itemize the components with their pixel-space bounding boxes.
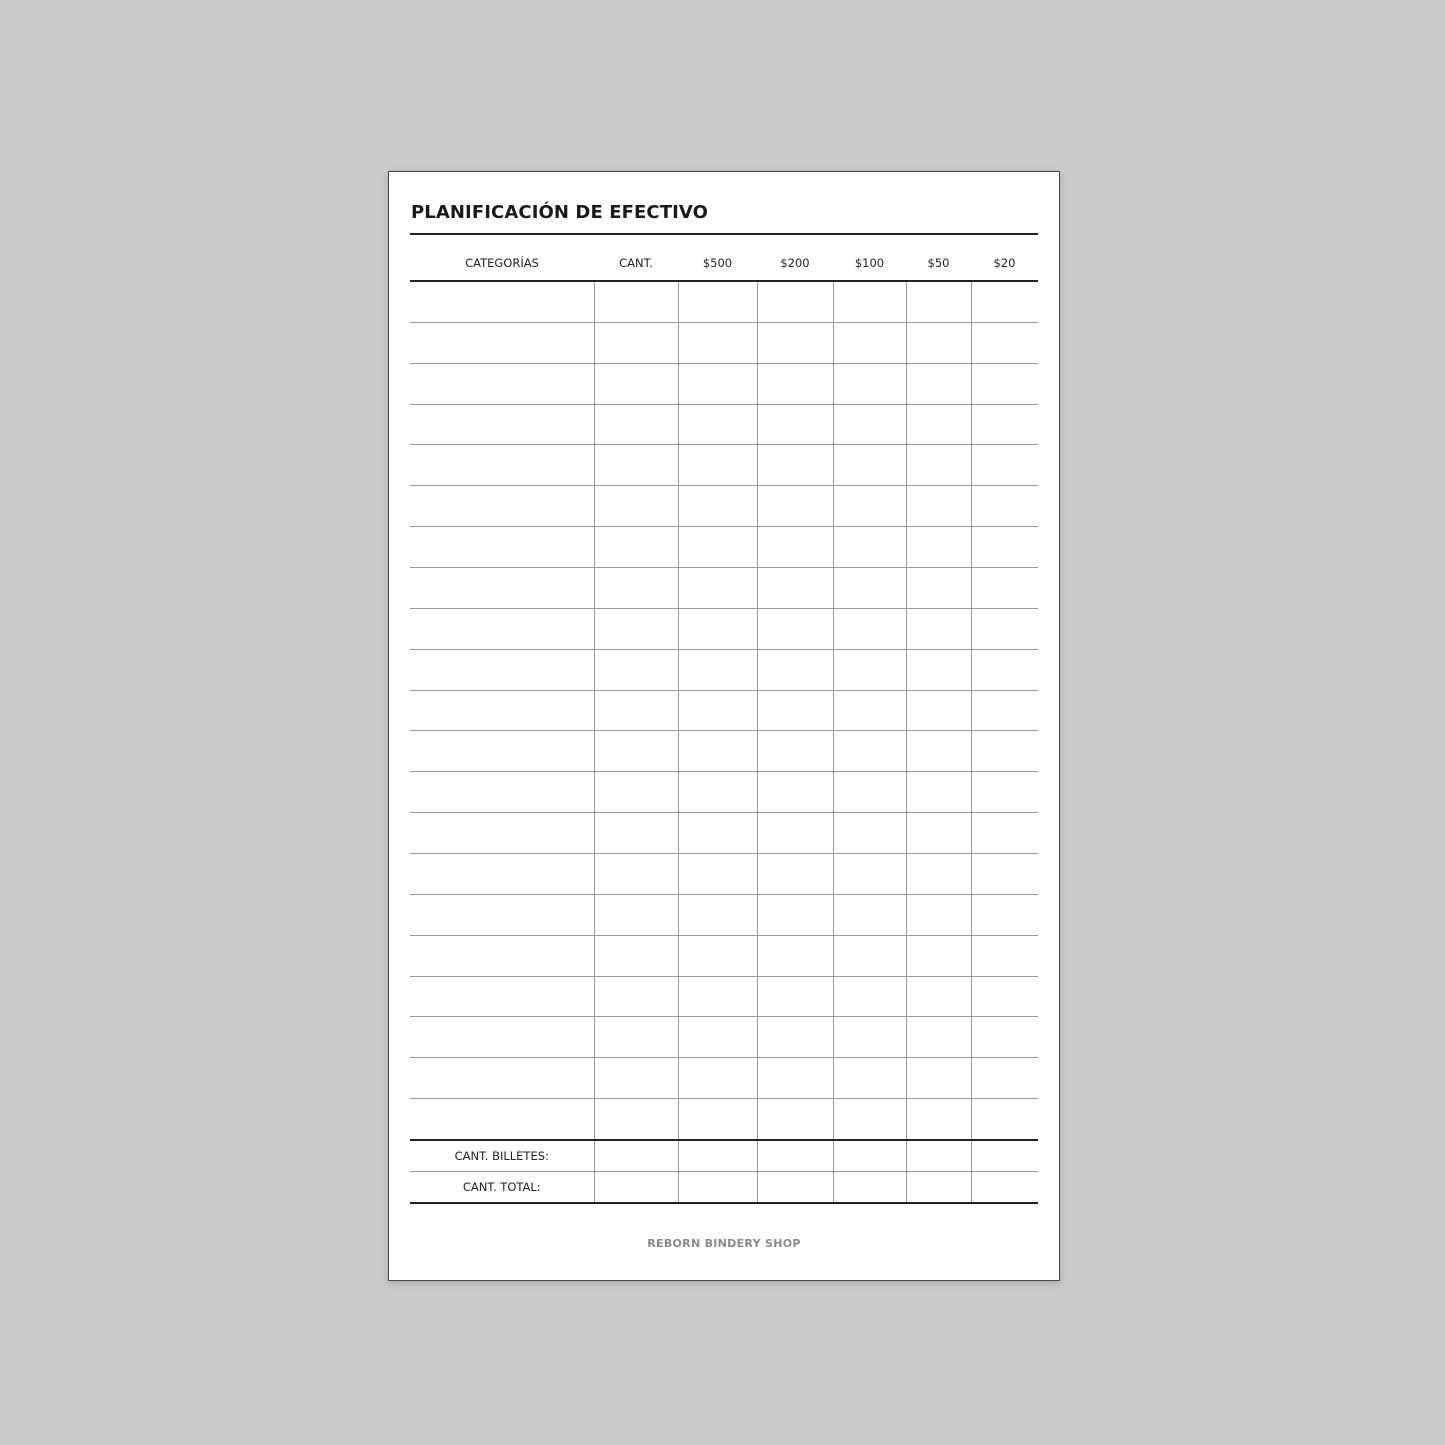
entry-cell[interactable] [678, 608, 757, 649]
entry-cell[interactable] [833, 404, 906, 445]
entry-cell[interactable] [833, 608, 906, 649]
entry-cell[interactable] [757, 322, 833, 363]
col-header-200: $200 [757, 246, 833, 281]
entry-cell[interactable] [594, 1099, 678, 1140]
entry-cell[interactable] [906, 363, 971, 404]
cash-planning-table [410, 246, 1038, 1204]
entry-cell[interactable] [971, 1058, 1038, 1099]
entry-cell[interactable] [678, 935, 757, 976]
entry-cell[interactable] [757, 363, 833, 404]
entry-cell[interactable] [971, 486, 1038, 527]
entry-cell[interactable] [678, 1058, 757, 1099]
table-row [410, 608, 1038, 649]
entry-cell[interactable] [971, 363, 1038, 404]
entry-cell[interactable] [594, 894, 678, 935]
entry-cell[interactable] [833, 363, 906, 404]
entry-cell[interactable] [594, 649, 678, 690]
entry-cell[interactable] [971, 322, 1038, 363]
entry-cell[interactable] [971, 813, 1038, 854]
table-row [410, 568, 1038, 609]
table-row [410, 363, 1038, 404]
entry-cell[interactable] [971, 445, 1038, 486]
entry-cell[interactable] [410, 731, 594, 772]
entry-cell[interactable] [906, 690, 971, 731]
entry-cell[interactable] [906, 1058, 971, 1099]
entry-cell[interactable] [678, 281, 757, 322]
entry-cell[interactable] [594, 731, 678, 772]
summary-cell[interactable] [757, 1140, 833, 1172]
planner-page [388, 171, 1060, 1281]
summary-row [410, 1172, 1038, 1204]
entry-cell[interactable] [971, 690, 1038, 731]
entry-cell[interactable] [594, 772, 678, 813]
entry-cell[interactable] [971, 772, 1038, 813]
entry-cell[interactable] [594, 404, 678, 445]
summary-label: CANT. TOTAL: [410, 1172, 594, 1204]
entry-cell[interactable] [833, 731, 906, 772]
entry-cell[interactable] [906, 445, 971, 486]
entry-cell[interactable] [757, 281, 833, 322]
summary-cell[interactable] [594, 1172, 678, 1204]
header-row [410, 246, 1038, 281]
summary-row [410, 1140, 1038, 1172]
entry-cell[interactable] [594, 527, 678, 568]
entry-cell[interactable] [906, 894, 971, 935]
entry-cell[interactable] [410, 568, 594, 609]
table-row [410, 527, 1038, 568]
table-row [410, 894, 1038, 935]
entry-cell[interactable] [410, 445, 594, 486]
entry-cell[interactable] [594, 813, 678, 854]
entry-cell[interactable] [833, 1058, 906, 1099]
entry-cell[interactable] [410, 649, 594, 690]
entry-cell[interactable] [410, 1058, 594, 1099]
entry-cell[interactable] [678, 404, 757, 445]
entry-cell[interactable] [906, 404, 971, 445]
entry-cell[interactable] [971, 894, 1038, 935]
table-row [410, 690, 1038, 731]
entry-cell[interactable] [757, 976, 833, 1017]
entry-cell[interactable] [971, 935, 1038, 976]
entry-cell[interactable] [757, 1099, 833, 1140]
entry-cell[interactable] [757, 404, 833, 445]
entry-cell[interactable] [757, 486, 833, 527]
entry-cell[interactable] [594, 445, 678, 486]
col-header-20: $20 [971, 246, 1038, 281]
entry-cell[interactable] [971, 731, 1038, 772]
entry-cell[interactable] [833, 527, 906, 568]
entry-cell[interactable] [678, 854, 757, 895]
entry-cell[interactable] [833, 976, 906, 1017]
entry-cell[interactable] [833, 690, 906, 731]
summary-cell[interactable] [971, 1172, 1038, 1204]
entry-cell[interactable] [906, 935, 971, 976]
brand-footer: REBORN BINDERY SHOP [647, 1237, 801, 1250]
entry-cell[interactable] [678, 649, 757, 690]
entry-cell[interactable] [594, 976, 678, 1017]
summary-cell[interactable] [678, 1172, 757, 1204]
entry-cell[interactable] [410, 322, 594, 363]
table-row [410, 281, 1038, 322]
table-row [410, 731, 1038, 772]
table-row [410, 486, 1038, 527]
entry-cell[interactable] [906, 854, 971, 895]
entry-cell[interactable] [833, 445, 906, 486]
entry-cell[interactable] [833, 568, 906, 609]
entry-cell[interactable] [410, 976, 594, 1017]
entry-cell[interactable] [833, 894, 906, 935]
entry-cell[interactable] [757, 649, 833, 690]
entry-cell[interactable] [757, 608, 833, 649]
summary-cell[interactable] [906, 1140, 971, 1172]
entry-cell[interactable] [906, 813, 971, 854]
entry-cell[interactable] [906, 772, 971, 813]
entry-cell[interactable] [757, 854, 833, 895]
summary-cell[interactable] [594, 1140, 678, 1172]
entry-cell[interactable] [410, 894, 594, 935]
col-header-500: $500 [678, 246, 757, 281]
entry-cell[interactable] [410, 486, 594, 527]
entry-cell[interactable] [594, 281, 678, 322]
entry-cell[interactable] [833, 322, 906, 363]
entry-cell[interactable] [906, 486, 971, 527]
summary-cell[interactable] [906, 1172, 971, 1204]
entry-cell[interactable] [833, 649, 906, 690]
col-header-cant: CANT. [594, 246, 678, 281]
entry-cell[interactable] [678, 690, 757, 731]
entry-cell[interactable] [757, 568, 833, 609]
entry-cell[interactable] [594, 1017, 678, 1058]
entry-cell[interactable] [410, 772, 594, 813]
entry-cell[interactable] [678, 363, 757, 404]
table-row [410, 772, 1038, 813]
entry-cell[interactable] [678, 813, 757, 854]
table-row [410, 935, 1038, 976]
entry-cell[interactable] [906, 527, 971, 568]
entry-cell[interactable] [971, 527, 1038, 568]
entry-cell[interactable] [678, 1017, 757, 1058]
entry-cell[interactable] [971, 608, 1038, 649]
entry-cell[interactable] [971, 976, 1038, 1017]
entry-cell[interactable] [906, 1017, 971, 1058]
summary-label: CANT. BILLETES: [410, 1140, 594, 1172]
entry-cell[interactable] [678, 894, 757, 935]
table-row [410, 976, 1038, 1017]
table-row [410, 1017, 1038, 1058]
entry-cell[interactable] [906, 281, 971, 322]
entry-cell[interactable] [833, 772, 906, 813]
summary-cell[interactable] [678, 1140, 757, 1172]
entry-cell[interactable] [594, 1058, 678, 1099]
entry-cell[interactable] [757, 935, 833, 976]
table-row [410, 1058, 1038, 1099]
table-row [410, 445, 1038, 486]
entry-cell[interactable] [833, 854, 906, 895]
summary-cell[interactable] [833, 1140, 906, 1172]
entry-cell[interactable] [757, 445, 833, 486]
entry-cell[interactable] [757, 1017, 833, 1058]
entry-cell[interactable] [906, 608, 971, 649]
entry-cell[interactable] [594, 854, 678, 895]
entry-cell[interactable] [906, 976, 971, 1017]
entry-cell[interactable] [410, 935, 594, 976]
entry-cell[interactable] [971, 281, 1038, 322]
entry-cell[interactable] [410, 527, 594, 568]
entry-cell[interactable] [410, 363, 594, 404]
entry-cell[interactable] [906, 322, 971, 363]
entry-cell[interactable] [678, 731, 757, 772]
entry-cell[interactable] [678, 322, 757, 363]
entry-cell[interactable] [678, 527, 757, 568]
col-header-100: $100 [833, 246, 906, 281]
title-rule [410, 233, 1038, 235]
entry-cell[interactable] [678, 445, 757, 486]
table-row [410, 813, 1038, 854]
entry-cell[interactable] [594, 486, 678, 527]
entry-cell[interactable] [757, 690, 833, 731]
entry-cell[interactable] [971, 649, 1038, 690]
entry-cell[interactable] [971, 1099, 1038, 1140]
table-row [410, 854, 1038, 895]
entry-cell[interactable] [971, 854, 1038, 895]
entry-cell[interactable] [906, 731, 971, 772]
entry-cell[interactable] [757, 731, 833, 772]
entry-cell[interactable] [833, 935, 906, 976]
entry-cell[interactable] [971, 568, 1038, 609]
page-title: PLANIFICACIÓN DE EFECTIVO [411, 202, 709, 223]
entry-cell[interactable] [833, 486, 906, 527]
entry-cell[interactable] [757, 527, 833, 568]
entry-cell[interactable] [678, 568, 757, 609]
entry-cell[interactable] [410, 608, 594, 649]
entry-cell[interactable] [594, 608, 678, 649]
entry-cell[interactable] [594, 690, 678, 731]
entry-cell[interactable] [594, 568, 678, 609]
entry-cell[interactable] [833, 1099, 906, 1140]
table-row [410, 649, 1038, 690]
entry-cell[interactable] [410, 690, 594, 731]
col-header-50: $50 [906, 246, 971, 281]
entry-cell[interactable] [678, 486, 757, 527]
col-header-categories: CATEGORÍAS [410, 246, 594, 281]
summary-cell[interactable] [757, 1172, 833, 1204]
entry-cell[interactable] [678, 1099, 757, 1140]
entry-cell[interactable] [594, 363, 678, 404]
table-row [410, 404, 1038, 445]
summary-cell[interactable] [971, 1140, 1038, 1172]
entry-cell[interactable] [906, 568, 971, 609]
entry-cell[interactable] [833, 1017, 906, 1058]
entry-cell[interactable] [410, 281, 594, 322]
entry-cell[interactable] [757, 813, 833, 854]
entry-cell[interactable] [906, 1099, 971, 1140]
entry-cell[interactable] [594, 935, 678, 976]
entry-cell[interactable] [594, 322, 678, 363]
entry-cell[interactable] [678, 976, 757, 1017]
summary-cell[interactable] [833, 1172, 906, 1204]
entry-cell[interactable] [678, 772, 757, 813]
entry-cell[interactable] [906, 649, 971, 690]
entry-cell[interactable] [410, 1099, 594, 1140]
entry-cell[interactable] [971, 404, 1038, 445]
table-row [410, 322, 1038, 363]
entry-cell[interactable] [410, 813, 594, 854]
entry-cell[interactable] [757, 894, 833, 935]
entry-cell[interactable] [410, 854, 594, 895]
entry-cell[interactable] [410, 404, 594, 445]
entry-cell[interactable] [833, 813, 906, 854]
entry-cell[interactable] [833, 281, 906, 322]
entry-cell[interactable] [757, 1058, 833, 1099]
table-row [410, 1099, 1038, 1140]
entry-cell[interactable] [971, 1017, 1038, 1058]
entry-cell[interactable] [410, 1017, 594, 1058]
entry-cell[interactable] [757, 772, 833, 813]
